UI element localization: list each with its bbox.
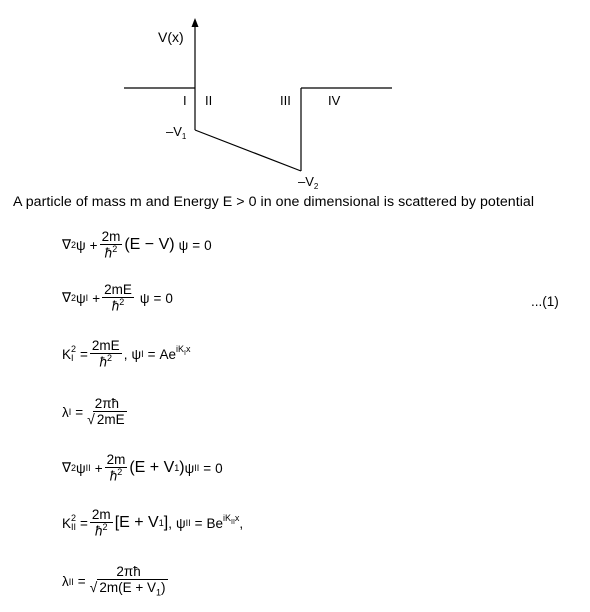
fraction (88, 565, 170, 598)
sub-1: 1 (158, 518, 164, 529)
hbar: ħ (104, 245, 113, 261)
psi: ψ (76, 460, 86, 476)
fraction (102, 283, 134, 314)
equals: = (203, 460, 212, 476)
x: x (185, 344, 191, 355)
psi: ψ (184, 460, 195, 476)
v2-label (298, 174, 319, 191)
equation-1 (62, 230, 212, 261)
zero: 0 (215, 460, 223, 476)
ik: iK (223, 513, 232, 524)
equation-5 (62, 453, 223, 484)
plus: + (94, 460, 103, 476)
axis-arrow-icon (192, 18, 199, 27)
radicand (97, 579, 167, 598)
fraction (105, 453, 128, 484)
equals: = (147, 346, 156, 362)
equals: = (75, 404, 84, 420)
equals: = (80, 515, 88, 531)
comma: , (123, 346, 128, 362)
numerator: 2mE (91, 338, 120, 353)
psi: ψ (175, 515, 186, 531)
sup-2: 2 (112, 244, 118, 255)
lambda: λ (62, 574, 69, 590)
sub-I: I (68, 407, 72, 418)
fraction (90, 339, 122, 370)
hbar: ħ (99, 354, 108, 370)
region-label-III: III (280, 93, 291, 108)
psi: ψ (178, 237, 189, 253)
denominator (93, 523, 110, 539)
denominator (108, 468, 125, 484)
v2-main: –V (298, 174, 314, 189)
sub-II: II (68, 576, 74, 587)
numerator: 2mE (104, 282, 132, 297)
equals: = (80, 346, 88, 362)
region-label-I: I (183, 93, 187, 108)
equation-number: ...(1) (531, 294, 559, 309)
nabla: ∇ (62, 460, 72, 476)
intro-paragraph: A particle of mass m and Energy E > 0 in one dimensional is scattered by potential (13, 194, 535, 210)
fraction (90, 508, 113, 539)
equation-3 (62, 339, 190, 370)
v1-sub: 1 (181, 132, 187, 141)
sub-II: II (71, 522, 77, 533)
region-label-II: II (205, 93, 213, 108)
hbar: ħ (95, 523, 103, 539)
equation-6 (62, 508, 243, 539)
bracket-open: [E + V (114, 514, 159, 532)
fraction (85, 397, 128, 427)
hbar: ħ (111, 298, 120, 314)
sup-2: 2 (71, 344, 77, 355)
sup-2: 2 (71, 513, 77, 524)
numerator: 2m (101, 229, 121, 244)
sup-2: 2 (71, 293, 77, 304)
sub-II: II (231, 518, 235, 526)
lambda: λ (62, 404, 69, 420)
sub-II: II (194, 463, 200, 474)
sub-1: 1 (174, 463, 180, 474)
potential-diagram (0, 0, 590, 192)
sup-2: 2 (117, 467, 123, 478)
psi: ψ (131, 346, 142, 362)
bracket-close: ] (163, 514, 169, 532)
ik: iK (176, 344, 185, 355)
sub-II: II (85, 463, 91, 474)
equation-4 (62, 397, 131, 427)
denominator (85, 412, 128, 427)
numerator: 2m (91, 507, 111, 522)
plus: + (89, 237, 98, 253)
k: K (62, 346, 72, 362)
equation-2 (62, 283, 173, 314)
e-plus-v1: (E + V (129, 459, 175, 477)
sloped-well-floor (195, 130, 301, 171)
sup-2: 2 (71, 463, 77, 474)
sqrt-icon: √ (89, 579, 98, 596)
sup-2: 2 (107, 353, 113, 364)
zero: 0 (165, 290, 173, 306)
region-label-IV: IV (328, 93, 341, 108)
equation-7 (62, 565, 172, 598)
sub-I: I (184, 349, 186, 357)
k: K (62, 515, 72, 531)
denominator (110, 298, 127, 314)
sub-I: I (141, 349, 144, 360)
equals: = (194, 515, 203, 531)
denominator (98, 354, 115, 370)
psi: ψ (76, 290, 86, 306)
zero: 0 (204, 237, 212, 253)
fraction (100, 230, 123, 261)
axis-label: V(x) (158, 29, 184, 45)
nabla: ∇ (62, 237, 72, 253)
numerator: 2πħ (94, 396, 120, 411)
nabla: ∇ (62, 290, 72, 306)
hbar: ħ (109, 468, 118, 484)
radicand: 2mE (96, 412, 125, 428)
close-paren: ) (161, 580, 166, 596)
equals: = (192, 237, 201, 253)
numerator: 2πħ (116, 564, 141, 579)
v2-sub: 2 (313, 182, 319, 191)
sub-I: I (71, 353, 74, 364)
sub-I: I (85, 293, 89, 304)
sub-1: 1 (156, 587, 162, 598)
denominator (103, 245, 120, 261)
numerator: 2m (106, 452, 126, 467)
sup-2: 2 (119, 297, 125, 308)
a-e: Ae (159, 346, 176, 362)
b-e: Be (206, 515, 223, 531)
sup-2: 2 (71, 240, 77, 251)
comma: , (168, 515, 172, 531)
x: x (234, 513, 240, 524)
denominator (88, 580, 170, 598)
close-paren: ) (179, 459, 185, 477)
v1-label (166, 124, 187, 141)
psi: ψ (76, 237, 86, 253)
sup-2: 2 (102, 522, 108, 533)
e-minus-v: (E − V) (124, 236, 175, 254)
sub-II: II (185, 518, 191, 529)
sqrt-icon: √ (87, 411, 95, 428)
radicand-main: 2m(E + V (99, 580, 156, 596)
comma: , (239, 515, 244, 531)
equals: = (153, 290, 162, 306)
equals: = (77, 574, 86, 590)
psi: ψ (139, 290, 150, 306)
v1-main: –V (166, 124, 182, 139)
plus: + (92, 290, 101, 306)
